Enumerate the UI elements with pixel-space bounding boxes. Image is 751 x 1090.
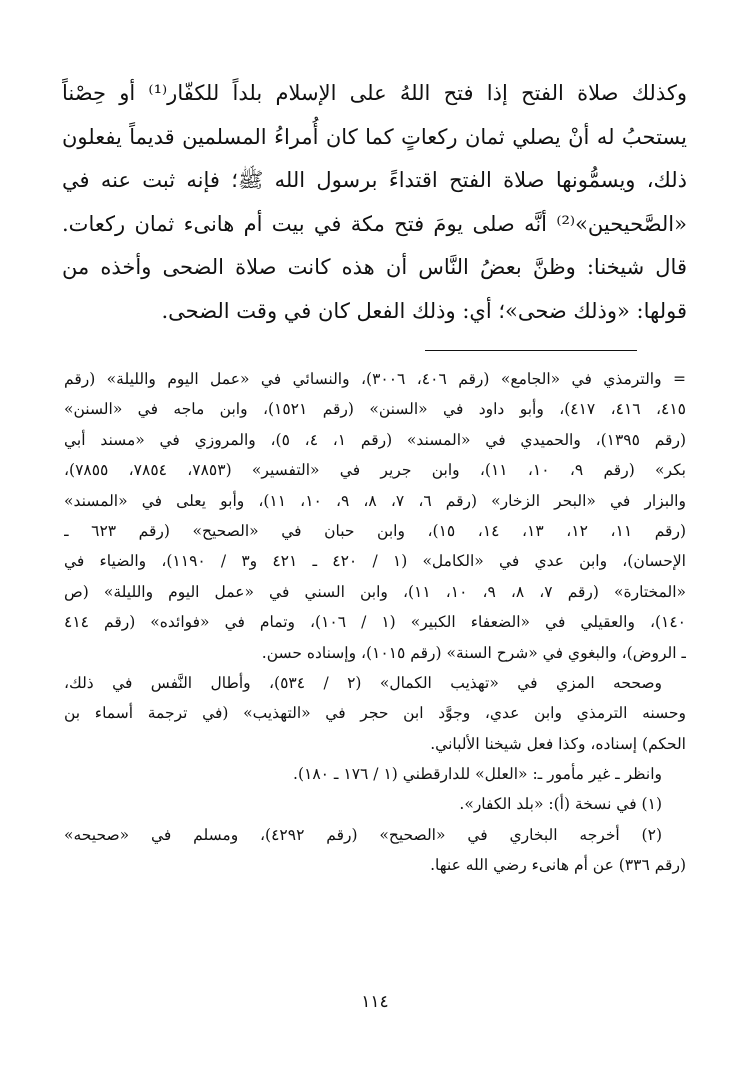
footnote-line: وحسنه الترمذي وابن عدي، وجوَّد ابن حجر في «التهذيب» (في ترجمة أسماء بن	[64, 704, 686, 723]
footnote-separator	[425, 350, 637, 351]
main-text-line: قولها: «وذلك ضحى»؛ أي: وذلك الفعل كان في وقت الضحى.	[161, 298, 687, 323]
footnote-line: الإحسان)، وابن عدي في «الكامل» (١ / ٤٢٠ ـ ٤٢١ و٣ / ١١٩٠)، والضياء في	[64, 552, 686, 571]
footnote-line: (١) في نسخة (أ): «بلد الكفار».	[459, 795, 662, 814]
footnote-line: «المختارة» (رقم ٧، ٨، ٩، ١٠، ١١)، وابن السني في «عمل اليوم والليلة» (ص	[64, 582, 686, 601]
footnote-line: الحكم) إسناده، وكذا فعل شيخنا الألباني.	[430, 734, 686, 753]
footnote-line: (رقم ١٣٩٥)، والحميدي في «المسند» (رقم ١، ٤، ٥)، والمروزي في «مسند أبي	[64, 430, 686, 449]
footnote-line: ـ الروض)، والبغوي في «شرح السنة» (رقم ١٠١٥)، وإسناده حسن.	[261, 643, 686, 662]
page-number: ١١٤	[361, 992, 389, 1012]
main-text-line: يستحبُ له أنْ يصلي ثمان ركعاتٍ كما كان أُمراءُ المسلمين قديماً يفعلون	[62, 124, 687, 149]
footnote-line: بكر» (رقم ٩، ١٠، ١١)، وابن جرير في «التفسير» (٧٨٥٣، ٧٨٥٤، ٧٨٥٥)،	[64, 461, 686, 480]
footnote-line: = والترمذي في «الجامع» (رقم ٤٠٦، ٣٠٠٦)، والنسائي في «عمل اليوم والليلة» (رقم	[64, 370, 686, 388]
footnote-line: وصححه المزي في «تهذيب الكمال» (٢ / ٥٣٤)، وأطال النَّفس في ذلك،	[64, 673, 663, 692]
footnote-line: (رقم ٣٣٦) عن أم هانىء رضي الله عنها.	[430, 856, 686, 875]
footnote-line: (رقم ١١، ١٢، ١٣، ١٤، ١٥)، وابن حبان في «الصحيح» (رقم ٦٢٣ ـ	[64, 521, 686, 540]
footnote-line: ١٤٠)، والعقيلي في «الضعفاء الكبير» (١ / ١٠٦)، وتمام في «فوائده» (رقم ٤١٤	[64, 613, 686, 632]
main-text-line: قال شيخنا: وظنَّ بعضُ النَّاس أن هذه كانت صلاة الضحى وأخذه من	[62, 255, 687, 279]
footnote-line: وانظر ـ غير مأمور ـ: «العلل» للدارقطني (١ / ١٧٦ ـ ١٨٠).	[293, 765, 662, 784]
main-text-line: وكذلك صلاة الفتح إذا فتح اللهُ على الإسلام بلداً للكفّار⁽¹⁾ أو حِصْناً	[62, 81, 687, 105]
footnotes	[64, 364, 686, 881]
main-text	[62, 72, 687, 333]
footnote-line: (٢) أخرجه البخاري في «الصحيح» (رقم ٤٢٩٢)، ومسلم في «صحيحه»	[64, 825, 662, 844]
main-text-line: ذلك، ويسمُّونها صلاة الفتح اقتداءً برسول الله ﷺ؛ فإنه ثبت عنه في	[62, 168, 687, 192]
main-text-line: «الصَّحيحين»⁽²⁾ أنَّه صلى يومَ فتح مكة في بيت أم هانىء ثمان ركعات.	[62, 211, 687, 236]
footnote-line: والبزار في «البحر الزخار» (رقم ٦، ٧، ٨، ٩، ١٠، ١١)، وأبو يعلى في «المسند»	[64, 491, 686, 510]
footnote-line: ٤١٥، ٤١٦، ٤١٧)، وأبو داود في «السنن» (رقم ١٥٢١)، وابن ماجه في «السنن»	[64, 400, 686, 419]
